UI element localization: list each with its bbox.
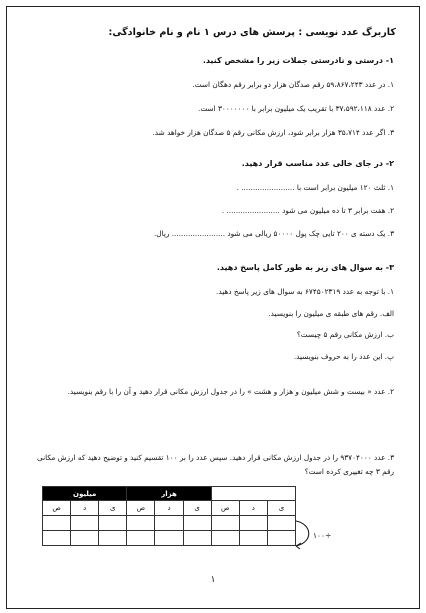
digit-label: د: [155, 501, 183, 516]
group-cell: هزار: [127, 487, 211, 501]
place-value-table: [42, 486, 296, 546]
group-cell: میلیون: [43, 487, 127, 501]
section3-subquestion: پ. این عدد را به حروف بنویسید.: [293, 352, 394, 361]
group-cell: [211, 487, 295, 501]
section3-heading: ۳- به سوال های زیر به طور کامل پاسخ دهید.: [216, 263, 394, 272]
answer-row: [43, 531, 296, 546]
answer-cell[interactable]: [43, 516, 71, 531]
answer-cell[interactable]: [99, 531, 127, 546]
answer-row: [43, 516, 296, 531]
place-value-label-row: [43, 501, 296, 516]
section2-heading: ۲- در جای خالی عدد مناسب قرار دهید.: [241, 159, 394, 168]
answer-cell[interactable]: [211, 531, 239, 546]
section3-subquestion: ب. ارزش مکانی رقم ۵ چیست؟: [296, 330, 394, 339]
digit-label: د: [239, 501, 267, 516]
section3-subquestion: الف. رقم های طبقه ی میلیون را بنویسید.: [268, 309, 394, 318]
page-number: ۱: [210, 575, 216, 585]
answer-cell[interactable]: [43, 531, 71, 546]
digit-label: ص: [211, 501, 239, 516]
section3-question: ۲. عدد « بیست و شش میلیون و هزار و هشت » را در جدول ارزش مکانی قرار دهید و آن را با رقم بنویسید.: [67, 387, 394, 396]
section2-item: ۲. هفت برابر ۳ تا ده میلیون می شود ....................... .: [221, 206, 394, 215]
place-value-group-row: [43, 487, 296, 501]
section2-item: ۳. یک دسته ی ۲۰۰ تایی چک پول ۵۰۰۰۰ ریالی می شود ....................... ریال.: [153, 229, 394, 238]
answer-cell[interactable]: [211, 516, 239, 531]
section1-heading: ۱- درستی و نادرستی جملات زیر را مشخص کنید.: [202, 56, 394, 65]
answer-cell[interactable]: [127, 531, 155, 546]
section1-item: ۳. اگر عدد ۳۵،۷۱۴ هزار برابر شود، ارزش مکانی رقم ۵ صدگان هزار خواهد شد.: [152, 128, 394, 137]
digit-label: ص: [43, 501, 71, 516]
digit-label: د: [71, 501, 99, 516]
worksheet-title: کاربرگ عدد نویسی : پرسش های درس ۱ نام و نام خانوادگی:: [108, 27, 396, 38]
answer-cell[interactable]: [155, 516, 183, 531]
section2-item: ۱. ثلث ۱۲۰ میلیون برابر است با ....................... .: [236, 183, 394, 192]
answer-cell[interactable]: [183, 531, 211, 546]
section3-question: ۱. با توجه به عدد ۶۷۴۵۰۲۳۱۹ به سوال های زیر پاسخ دهید.: [216, 287, 394, 296]
answer-cell[interactable]: [127, 516, 155, 531]
digit-label: ی: [183, 501, 211, 516]
answer-cell[interactable]: [155, 531, 183, 546]
section3-question: ۳. عدد ۹۳۷۰۴۰۰۰ را در جدول ارزش مکانی قرار دهید. سپس عدد را بر ۱۰۰ تقسیم کنید و توضیح دهید که ارزش مکانی رقم ۳ چه تغییری کرده است؟: [37, 453, 394, 476]
answer-cell[interactable]: [71, 531, 99, 546]
divide-by-100-label: ÷۱۰۰: [313, 531, 332, 540]
digit-label: ی: [267, 501, 295, 516]
answer-cell[interactable]: [239, 531, 267, 546]
answer-cell[interactable]: [183, 516, 211, 531]
answer-cell[interactable]: [99, 516, 127, 531]
answer-cell[interactable]: [239, 516, 267, 531]
answer-cell[interactable]: [71, 516, 99, 531]
section1-item: ۱. در عدد ۵۹،۸۶۷،۲۴۳ رقم صدگان هزار دو برابر رقم دهگان است.: [192, 80, 394, 89]
section1-item: ۲. عدد ۳۷،۵۹۲،۱۱۸ با تقریب یک میلیون برابر با ۳۰۰۰۰۰۰۰ است.: [198, 104, 394, 113]
digit-label: ص: [127, 501, 155, 516]
digit-label: ی: [99, 501, 127, 516]
